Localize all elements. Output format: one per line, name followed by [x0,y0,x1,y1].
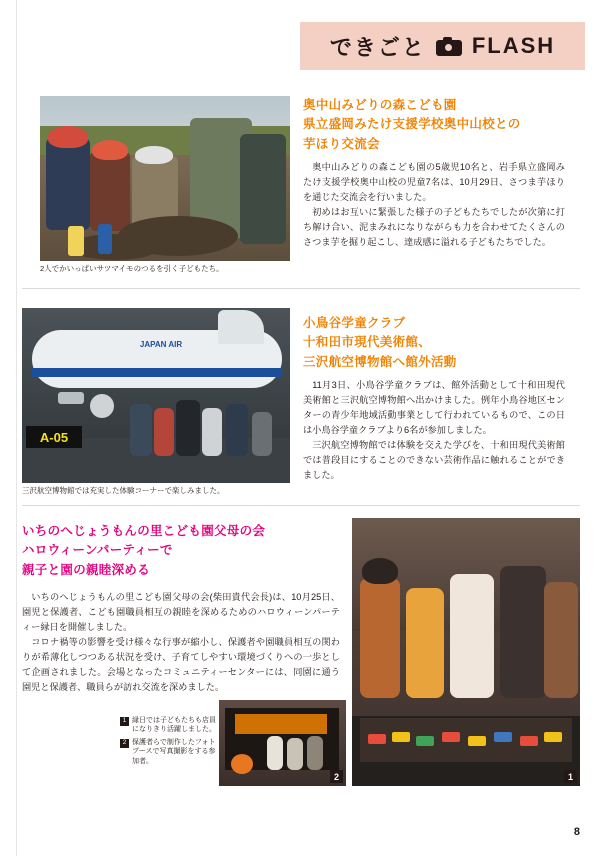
article-okunakayama-photo-caption: 2人でかいっぱいサツマイモのつるを引く子どもたち。 [40,264,224,273]
page-number: 8 [573,826,580,838]
camera-icon [436,37,462,56]
article-okunakayama-photo [40,96,290,261]
headline-line-1: いちのへじょうもんの里こども園父母の会 [22,524,266,538]
headline-line-2: 県立盛岡みたけ支援学校奥中山校との [303,117,521,132]
article-halloween-photo-2 [219,700,346,786]
legend-text: 保護者らで制作したフォトブースで写真撮影をする参加者。 [132,738,216,765]
paragraph: 11月3日、小鳥谷学童クラブは、館外活動として十和田現代美術館と三沢航空博物館へ出かけました。例年小鳥谷地区センターの青少年地域活動事業として行われているもので、この日は小鳥谷学童クラブより6名が参加しました。 [303,380,565,435]
paragraph: 初めはお互いに緊張した様子の子どもたちでしたが次第に打ち解け合い、泥まみれになりながらも力を合わせてたくさんのさつま芋を掘り起こし、達成感に溢れる子どもたちでした。 [303,206,565,247]
article-okunakayama-text-block [303,96,565,250]
headline-line-2: ハロウィーンパーティーで [22,543,173,558]
article-halloween-body [22,590,340,694]
article-halloween-text-block [22,522,342,694]
headline-line-3: 芋ほり交流会 [303,136,380,151]
paragraph: コロナ禍等の影響を受け様々な行事が縮小し、保護者や園職員相互の関わりが希薄化しつつある状況を受け、子育てしやすい環境づくりへの一歩として企画されました。会場となったコミュニティーセンターには、同園に通う園児と保護者、職員らが訪れ交流を深めました。 [22,636,340,692]
headline-line-1: 奥中山みどりの森こども園 [303,98,457,112]
legend-text: 縁日では子どもたちも店員になりきり活躍しました。 [132,717,216,734]
section-divider-1 [22,288,580,289]
headline-line-3: 三沢航空博物館へ館外活動 [303,354,457,369]
article-kozuya-headline [303,314,565,372]
paragraph: いちのへじょうもんの里こども園父母の会(柴田貴代会長)は、10月25日、園児と保護者、こども園職員相互の親睦を深めるためのハロウィーンパーティー縁日を開催しました。 [22,592,340,632]
photo-badge-2: 2 [330,770,343,783]
article-okunakayama-photo-block [40,96,290,274]
article-kozuya-photo-block [22,308,290,496]
paragraph: 三沢航空博物館では体験を交えた学びを、十和田現代美術館では普段目にすることのできない芸術作品に触れることができました。 [303,439,565,480]
legend-item [120,716,216,735]
article-okunakayama-body [303,160,565,249]
legend-number: 1 [120,717,129,726]
page-header-banner [300,22,585,70]
page-edge-line [16,0,17,856]
header-flash-label: FLASH [471,33,556,58]
legend-number: 2 [120,739,129,748]
photo-badge-1: 1 [564,770,577,783]
article-kozuya-text-block [303,314,565,482]
article-kozuya-body [303,378,565,482]
paragraph: 奥中山みどりの森こども園の5歳児10名と、岩手県立盛岡みたけ支援学校奥中山校の児童7名は、10月29日、さつま芋ほりを通じた交流会を行いました。 [303,162,565,202]
legend-item [120,738,216,766]
section-divider-2 [22,505,580,506]
page-edge [0,0,16,856]
header-title: できごと [329,34,426,60]
article-okunakayama-headline [303,96,565,154]
article-kozuya-photo: JAPAN AIR A-05 [22,308,290,483]
article-kozuya-photo-caption: 三沢航空博物館では充実した体験コーナーで楽しみました。 [22,486,225,495]
article-halloween-legend [120,716,216,769]
headline-line-3: 親子と園の親睦深める [22,562,151,577]
headline-line-1: 小鳥谷学童クラブ [303,316,406,330]
article-halloween-headline [22,522,342,580]
headline-line-2: 十和田市現代美術館、 [303,335,432,350]
article-halloween-photo-1 [352,518,580,786]
